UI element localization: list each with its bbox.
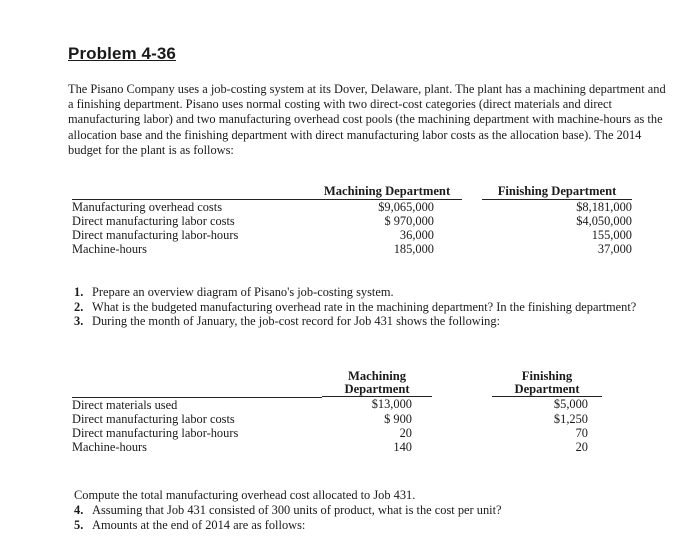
budget-header-machining: Machining Department xyxy=(312,184,462,200)
table-row xyxy=(72,426,602,440)
table-row xyxy=(72,397,602,412)
job-header-blank xyxy=(72,370,322,397)
finishing-value: 155,000 xyxy=(591,228,632,242)
machining-value: $9,065,000 xyxy=(378,200,434,214)
list-item xyxy=(74,285,664,300)
machining-value: 20 xyxy=(399,425,412,440)
finishing-value: 20 xyxy=(575,439,588,454)
question-number: 1. xyxy=(74,285,84,299)
row-label: Direct manufacturing labor-hours xyxy=(72,228,239,242)
machining-value: 36,000 xyxy=(399,228,434,242)
row-label: Manufacturing overhead costs xyxy=(72,200,223,214)
finishing-value: $4,050,000 xyxy=(576,214,632,228)
job-header-machining-line2: Department xyxy=(322,383,432,397)
row-label: Direct manufacturing labor-hours xyxy=(72,425,239,440)
row-label: Machine-hours xyxy=(72,439,148,454)
machining-value: 185,000 xyxy=(393,242,434,256)
question-number: 2. xyxy=(74,299,84,314)
compute-instruction: Compute the total manufacturing overhead cost allocated to Job 431. xyxy=(74,488,416,502)
job-header-machining-line1: Machining xyxy=(347,369,407,383)
table-row xyxy=(72,440,602,454)
table-row xyxy=(72,412,602,426)
job-header-row xyxy=(72,370,602,397)
question-list xyxy=(74,285,664,329)
job-header-finishing-line1: Finishing xyxy=(521,369,573,383)
question-text: What is the budgeted manufacturing overhead rate in the machining department? In the finishing department? xyxy=(92,299,637,314)
row-label: Direct materials used xyxy=(72,397,178,412)
list-item xyxy=(74,503,664,518)
question-number: 5. xyxy=(74,518,84,532)
question-text: Amounts at the end of 2014 are as follows: xyxy=(92,518,306,532)
job-header-finishing-line2: Department xyxy=(492,383,602,397)
trailing-questions xyxy=(74,488,664,533)
budget-header-row xyxy=(72,184,632,200)
problem-title: Problem 4-36 xyxy=(68,44,176,63)
table-row xyxy=(72,214,632,228)
table-row xyxy=(72,200,632,215)
finishing-value: $1,250 xyxy=(553,411,588,426)
job-header-finishing xyxy=(492,370,602,397)
question-text: During the month of January, the job-cost record for Job 431 shows the following: xyxy=(92,314,501,329)
machining-value: $ 900 xyxy=(384,411,412,426)
intro-paragraph: The Pisano Company uses a job-costing system at its Dover, Delaware, plant. The plant has a machining department and a finishing department. Pisano uses normal costing with two direct-cost categories (direct materials and direct manufacturing labor) and two manufacturing overhead cost pools (the machining department with machine-hours as the allocation base and the finishing department with direct manufacturing labor costs as the allocation base). The 2014 budget for the plant is as follows: xyxy=(68,82,666,157)
table-row xyxy=(72,242,632,256)
list-item xyxy=(74,300,664,315)
question-number: 3. xyxy=(74,314,84,329)
job-431-table xyxy=(72,370,602,454)
machining-value: $ 970,000 xyxy=(384,214,434,228)
table-row xyxy=(72,228,632,242)
finishing-value: $5,000 xyxy=(553,397,588,412)
list-item xyxy=(74,314,664,329)
question-number: 4. xyxy=(74,503,84,517)
budget-table xyxy=(72,184,632,256)
row-label: Machine-hours xyxy=(72,242,148,256)
budget-header-blank xyxy=(72,184,312,200)
finishing-value: 37,000 xyxy=(597,242,632,256)
budget-header-finishing: Finishing Department xyxy=(482,184,632,200)
job-header-machining xyxy=(322,370,432,397)
finishing-value: $8,181,000 xyxy=(576,200,632,214)
row-label: Direct manufacturing labor costs xyxy=(72,214,235,228)
row-label: Direct manufacturing labor costs xyxy=(72,411,235,426)
list-item xyxy=(74,518,664,533)
machining-value: $13,000 xyxy=(371,397,412,412)
machining-value: 140 xyxy=(393,439,412,454)
question-text: Prepare an overview diagram of Pisano's job-costing system. xyxy=(92,285,394,299)
finishing-value: 70 xyxy=(575,425,588,440)
question-text: Assuming that Job 431 consisted of 300 units of product, what is the cost per unit? xyxy=(92,503,502,517)
